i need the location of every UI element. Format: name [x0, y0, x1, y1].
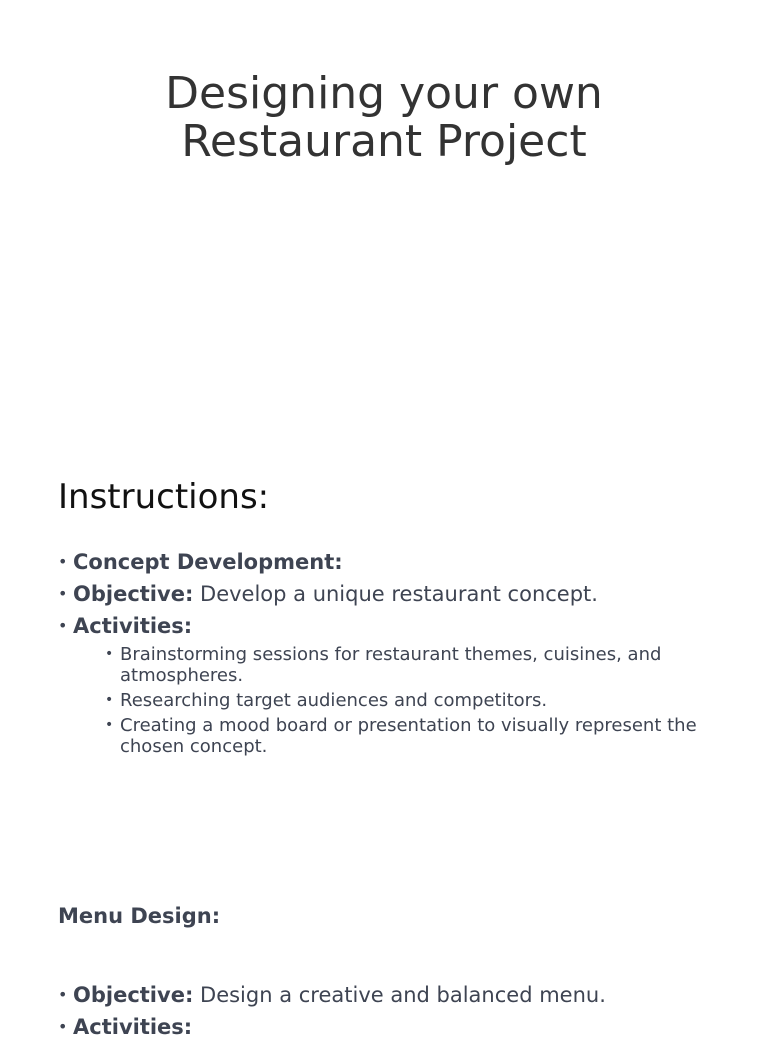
- list-item-menu-activities: [58, 1011, 718, 1043]
- activity-item: • Brainstorming sessions for restaurant themes, cuisines, and atmospheres.: [105, 644, 718, 686]
- list-item-menu-objective: [58, 979, 718, 1011]
- menu-activities-label: Activities:: [73, 1015, 193, 1039]
- menu-design-list: [58, 979, 718, 1043]
- activities-label: Activities:: [73, 614, 193, 638]
- page-title: [0, 70, 768, 166]
- concept-label: Concept Development:: [73, 550, 343, 574]
- menu-objective-text: Design a creative and balanced menu.: [193, 983, 606, 1007]
- activity-item: • Creating a mood board or presentation to visually represent the chosen concept.: [105, 715, 718, 757]
- list-item-objective: [58, 578, 718, 610]
- list-item-concept: [58, 546, 718, 578]
- activities-list: [73, 644, 718, 757]
- title-line-2: Restaurant Project: [181, 116, 587, 167]
- menu-design-heading: Menu Design:: [58, 904, 221, 928]
- instructions-list: [58, 546, 718, 761]
- instructions-heading: Instructions:: [58, 477, 270, 517]
- title-line-1: Designing your own: [165, 68, 603, 119]
- menu-objective-label: Objective:: [73, 983, 194, 1007]
- activity-item: • Researching target audiences and competitors.: [105, 690, 718, 711]
- objective-text: Develop a unique restaurant concept.: [193, 582, 598, 606]
- objective-label: Objective:: [73, 582, 194, 606]
- list-item-activities: [58, 610, 718, 757]
